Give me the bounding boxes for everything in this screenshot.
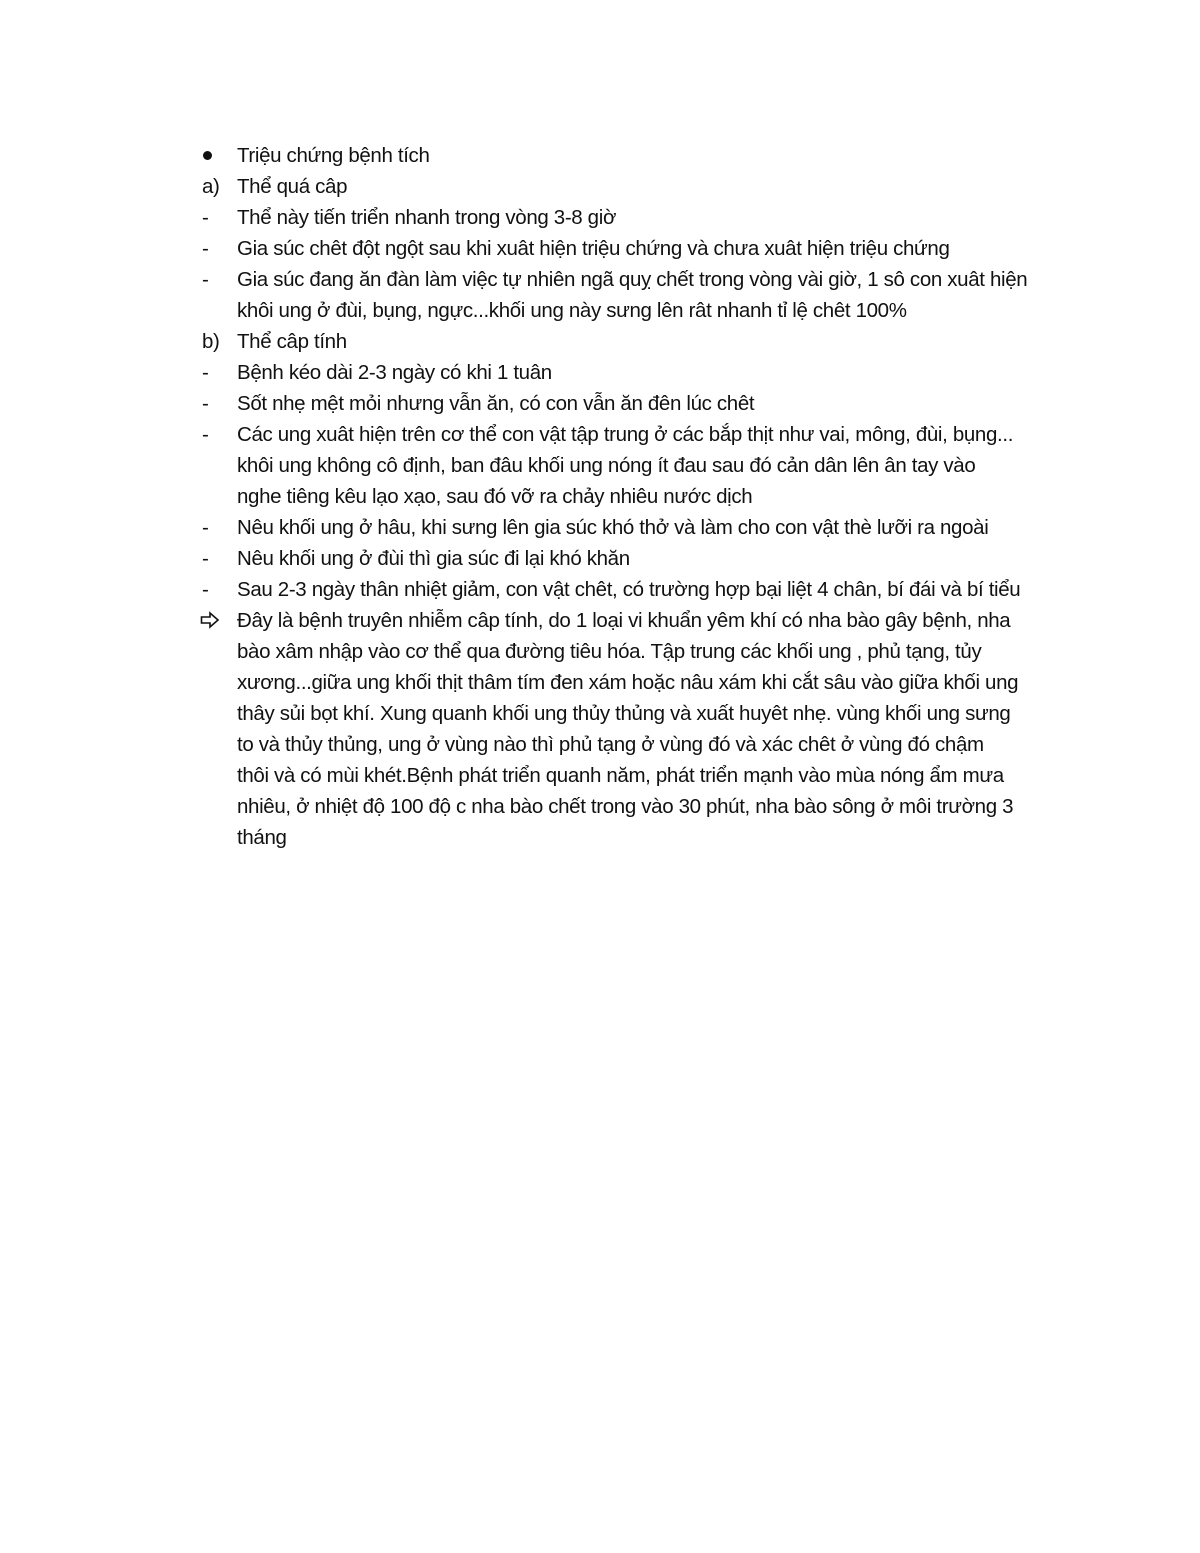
list-item-line [198, 512, 1108, 543]
list-item-text: Bệnh kéo dài 2-3 ngày có khi 1 tuân [237, 361, 552, 384]
list-item-text: khôi ung ở đùi, bụng, ngực...khối ung này sưng lên rât nhanh tỉ lệ chêt 100% [237, 299, 907, 322]
list-item-text-conclusion: thôi và có mùi khét.Bệnh phát triển quanh năm, phát triển mạnh vào mùa nóng ẩm mưa [237, 764, 1004, 787]
list-item-marker [198, 636, 237, 667]
list-item-text: nghe tiêng kêu lạo xạo, sau đó vỡ ra chảy nhiêu nước dịch [237, 485, 753, 508]
list-item-marker [198, 574, 237, 605]
list-item-text: khôi ung không cô định, ban đâu khối ung nóng ít đau sau đó cản dân lên ân tay vào [237, 454, 976, 477]
list-item-line [198, 760, 1108, 791]
list-item-text: Các ung xuât hiện trên cơ thể con vật tập trung ở các bắp thịt như vai, mông, đùi, bụng... [237, 423, 1014, 446]
list-item-line [198, 729, 1108, 760]
list-item-marker [198, 295, 237, 326]
list-item-line [198, 791, 1108, 822]
list-item-marker [198, 605, 237, 636]
list-item-text-conclusion: to và thủy thủng, ung ở vùng nào thì phủ tạng ở vùng đó và xác chêt ở vùng đó chậm [237, 733, 984, 756]
dash-marker: - [202, 268, 209, 291]
list-item-text: Gia súc chêt đột ngột sau khi xuât hiện triệu chứng và chưa xuât hiện triệu chứng [237, 237, 950, 260]
section-a-title-line [198, 171, 1108, 202]
list-item-marker [198, 450, 237, 481]
list-item-marker [198, 512, 237, 543]
list-item-text-conclusion: xương...giữa ung khối thịt thâm tím đen xám hoặc nâu xám khi cắt sâu vào giữa khối ung [237, 671, 1019, 694]
list-item-line [198, 574, 1108, 605]
list-item-marker [198, 791, 237, 822]
list-item-marker [198, 822, 237, 853]
list-item-marker [198, 388, 237, 419]
dash-marker: - [202, 206, 209, 229]
list-item-line [198, 388, 1108, 419]
list-item-text: Sau 2-3 ngày thân nhiệt giảm, con vật chêt, có trường hợp bại liệt 4 chân, bí đái và bí tiểu [237, 578, 1021, 601]
section-b-marker [198, 326, 237, 357]
list-item-line [198, 450, 1108, 481]
section-a-marker [198, 171, 237, 202]
list-item-marker [198, 419, 237, 450]
list-item-line [198, 667, 1108, 698]
list-item-text: Gia súc đang ăn đàn làm việc tự nhiên ngã quỵ chết trong vòng vài giờ, 1 sô con xuât hiện [237, 268, 1028, 291]
dash-marker: - [202, 361, 209, 384]
heading-text: Triệu chứng bệnh tích [237, 144, 430, 167]
list-item-marker [198, 729, 237, 760]
bullet-marker [198, 140, 237, 171]
list-item-line [198, 481, 1108, 512]
list-item-line [198, 357, 1108, 388]
dash-marker: - [202, 547, 209, 570]
list-item-line [198, 636, 1108, 667]
list-item-text: Sốt nhẹ mệt mỏi nhưng vẫn ăn, có con vẫn ăn đên lúc chêt [237, 392, 755, 415]
list-item-marker [198, 202, 237, 233]
list-item-text-conclusion: tháng [237, 826, 287, 849]
list-item-marker [198, 481, 237, 512]
section-b-title-line [198, 326, 1108, 357]
document-body [198, 140, 1108, 853]
list-item-text: Thể này tiến triển nhanh trong vòng 3-8 giờ [237, 206, 617, 229]
list-item-line [198, 822, 1108, 853]
list-item-line [198, 419, 1108, 450]
list-item-line [198, 202, 1108, 233]
section-a-marker-label: a) [202, 175, 220, 198]
list-item-line [198, 233, 1108, 264]
list-item-marker [198, 698, 237, 729]
list-item-marker [198, 264, 237, 295]
list-item-text-conclusion: thây sủi bọt khí. Xung quanh khối ung thủy thủng và xuất huyêt nhẹ. vùng khối ung sưng [237, 702, 1011, 725]
list-item-text-conclusion: Đây là bệnh truyên nhiễm câp tính, do 1 loại vi khuẩn yêm khí có nha bào gây bệnh, nha [237, 609, 1011, 632]
list-item-line [198, 295, 1108, 326]
list-item-text: Nêu khối ung ở đùi thì gia súc đi lại khó khăn [237, 547, 630, 570]
list-item-line [198, 698, 1108, 729]
dash-marker: - [202, 392, 209, 415]
section-a-items [198, 202, 1108, 326]
bullet-dot-icon [203, 151, 212, 160]
dash-marker: - [202, 516, 209, 539]
dash-marker: - [202, 423, 209, 446]
list-item-marker [198, 667, 237, 698]
heading-line [198, 140, 1108, 171]
list-item-marker [198, 543, 237, 574]
list-item-text: Nêu khối ung ở hâu, khi sưng lên gia súc khó thở và làm cho con vật thè lưỡi ra ngoài [237, 516, 989, 539]
arrow-right-outline-icon [200, 611, 220, 629]
list-item-marker [198, 357, 237, 388]
list-item-line [198, 264, 1108, 295]
list-item-line [198, 605, 1108, 636]
section-b-items [198, 357, 1108, 605]
list-item-marker [198, 233, 237, 264]
dash-marker: - [202, 578, 209, 601]
conclusion-block [198, 605, 1108, 853]
list-item-text-conclusion: bào xâm nhập vào cơ thể qua đường tiêu hóa. Tập trung các khối ung , phủ tạng, tủy [237, 640, 982, 663]
list-item-line [198, 543, 1108, 574]
list-item-text-conclusion: nhiêu, ở nhiệt độ 100 độ c nha bào chết trong vào 30 phút, nha bào sông ở môi trường 3 [237, 795, 1014, 818]
dash-marker: - [202, 237, 209, 260]
section-a-title: Thể quá câp [237, 175, 348, 198]
section-b-marker-label: b) [202, 330, 220, 353]
list-item-marker [198, 760, 237, 791]
section-b-title: Thể câp tính [237, 330, 347, 353]
